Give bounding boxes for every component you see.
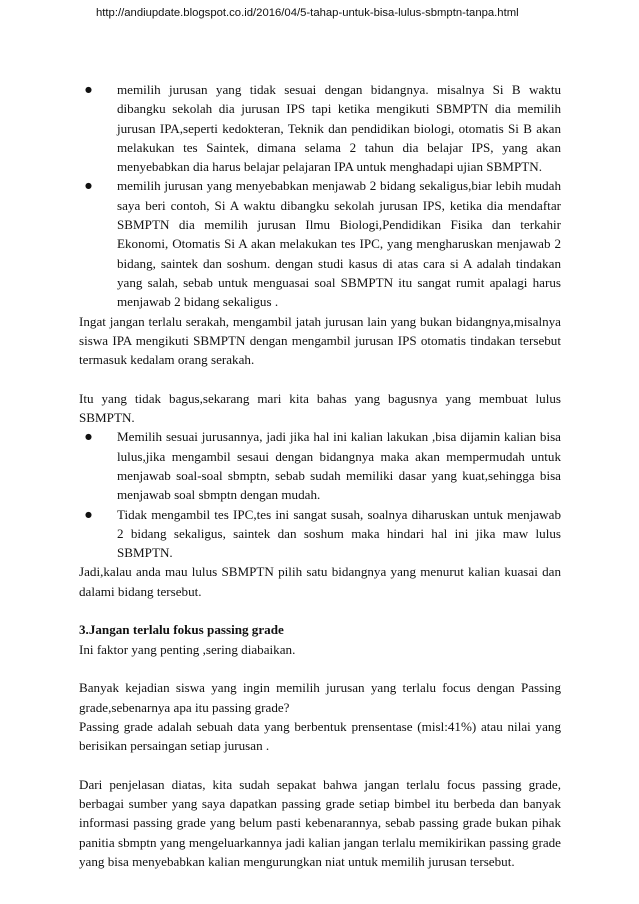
bullet-list-good-choices [79, 427, 561, 562]
list-item: ● Tidak mengambil tes IPC,tes ini sangat susah, soalnya diharuskan untuk menjawab 2 bidang sekaligus, saintek dan soshum maka hindari hal ini jika maw lulus SBMPTN. [79, 505, 561, 563]
list-item: ● memilih jurusan yang menyebabkan menjawab 2 bidang sekaligus,biar lebih mudah saya beri contoh, Si A waktu dibangku sekolah jurusan IPS, ketika dia mendaftar SBMPTN dia memilih jurusan Ilmu Biologi,Pendidikan Fisika dan terkahir Ekonomi, Otomatis Si A akan melakukan tes IPC, yang mengharuskan menjawab 2 bidang, saintek dan soshum. dengan studi kasus di atas cara si A adalah tindakan yang salah, sebab untuk menguasai soal SBMPTN itu sangat rumit apalagi harus menjawab 2 bidang sekaligus . [79, 176, 561, 311]
paragraph-spacer [79, 601, 561, 620]
source-url: http://andiupdate.blogspot.co.id/2016/04/5-tahap-untuk-bisa-lulus-sbmptn-tanpa.html [96, 7, 519, 19]
list-item: ● memilih jurusan yang tidak sesuai dengan bidangnya. misalnya Si B waktu dibangku sekolah dia jurusan IPS tapi ketika mengikuti SBMPTN dia memilih jurusan IPA,seperti kedokteran, Teknik dan pendidikan biologi, otomatis Si B akan melakukan tes Saintek, dimana selama 2 tahun dia belajar IPS, yang akan menyebabkan dia harus belajar pelajaran IPA untuk menghadapi ujian SBMPTN. [79, 80, 561, 176]
section-heading: 3.Jangan terlalu fokus passing grade [79, 622, 284, 638]
list-item: ● Memilih sesuai jurusannya, jadi jika hal ini kalian lakukan ,bisa dijamin kalian bisa lulus,jika mengambil sesaui dengan bidangnya maka akan mempermudah untuk menjawab soal-soal sbmptn, sebab sudah memiliki dasar yang kuat,sehingga bisa menjawab soal sbmptn dengan mudah. [79, 427, 561, 504]
paragraph-spacer [79, 659, 561, 678]
paragraph: Jadi,kalau anda mau lulus SBMPTN pilih satu bidangnya yang menurut kalian kuasai dan dalami bidang tersebut. [79, 564, 561, 599]
document-body [79, 80, 561, 871]
paragraph: Ingat jangan terlalu serakah, mengambil jatah jurusan lain yang bukan bidangnya,misalnya siswa IPA mengikuti SBMPTN dengan mengambil jurusan IPS otomatis tindakan tersebut termasuk kedalam orang serakah. [79, 313, 561, 368]
bullet-list-wrong-choices [79, 80, 561, 312]
paragraph: Dari penjelasan diatas, kita sudah sepakat bahwa jangan terlalu focus passing grade, berbagai sumber yang saya dapatkan passing grade setiap bimbel itu berbeda dan banyak informasi passing grade yang belum pasti kebenarannya, sebab passing grade bukan pihak panitia sbmptn yang mengeluarkannya jadi kalian jangan terlalu memikirikan passing grade yang bisa menyebabkan kalian mengurungkan niat untuk memilih jurusan tersebut. [79, 776, 561, 869]
paragraph: Banyak kejadian siswa yang ingin memilih jurusan yang terlalu focus dengan Passing grade,sebenarnya apa itu passing grade? [79, 680, 561, 715]
paragraph: Itu yang tidak bagus,sekarang mari kita bahas yang bagusnya yang membuat lulus SBMPTN. [79, 390, 561, 426]
paragraph-spacer [79, 369, 561, 388]
paragraph: Ini faktor yang penting ,sering diabaikan. [79, 641, 296, 657]
paragraph-spacer [79, 755, 561, 774]
paragraph: Passing grade adalah sebuah data yang berbentuk prensentase (misl:41%) atau nilai yang berisikan persaingan setiap jurusan . [79, 718, 561, 754]
